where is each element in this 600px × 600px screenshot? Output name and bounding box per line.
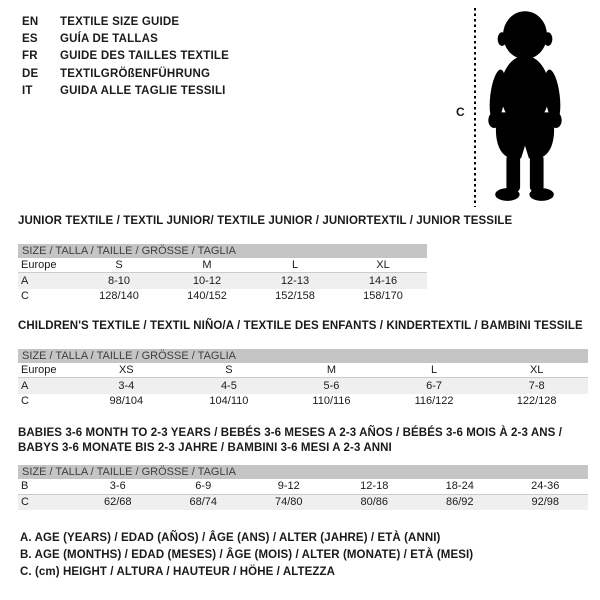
height-dashed-line xyxy=(474,8,476,207)
table-row xyxy=(18,273,427,289)
size-header-bar: SIZE / TALLA / TAILLE / GRÖSSE / TAGLIA xyxy=(18,244,427,258)
table-cell: 68/74 xyxy=(189,496,218,509)
language-title-list xyxy=(22,13,229,100)
language-row xyxy=(22,30,229,47)
table-cell: 7-8 xyxy=(528,379,545,392)
table-cell: XL xyxy=(376,258,390,271)
size-table xyxy=(18,319,588,409)
table-row xyxy=(18,378,588,394)
table-cell: L xyxy=(431,363,438,376)
table-cell: 74/80 xyxy=(274,496,303,509)
table-cell: XL xyxy=(529,363,544,376)
table-cell: 6-9 xyxy=(195,480,212,493)
table-title xyxy=(18,319,588,334)
row-label: B xyxy=(21,480,29,493)
table-cell: 158/170 xyxy=(363,290,403,303)
size-table xyxy=(18,214,513,304)
language-row xyxy=(22,83,229,100)
footnote-line: C. (cm) HEIGHT / ALTURA / HAUTEUR / HÖHE / ALTEZZA xyxy=(20,566,336,579)
language-row xyxy=(22,48,229,65)
size-header-bar: SIZE / TALLA / TAILLE / GRÖSSE / TAGLIA xyxy=(18,465,588,479)
table-row xyxy=(18,495,588,511)
row-label: Europe xyxy=(21,258,57,271)
table-cell: 8-10 xyxy=(107,274,131,287)
table-cell: 116/122 xyxy=(414,395,454,408)
table-cell: M xyxy=(202,258,212,271)
table-cell: 18-24 xyxy=(445,480,474,493)
table-title-line: BABIES 3-6 MONTH TO 2-3 YEARS / BEBÉS 3-6 MESES A 2-3 AÑOS / BÉBÉS 3-6 MOIS À 2-3 ANS / xyxy=(18,427,562,439)
table-cell: 24-36 xyxy=(531,480,560,493)
row-label: Europe xyxy=(21,363,57,376)
baby-silhouette-icon xyxy=(481,8,569,207)
language-guide-title: GUIDA ALLE TAGLIE TESSILI xyxy=(60,85,226,98)
height-measure-label: C xyxy=(456,105,465,119)
table-cell: 14-16 xyxy=(368,274,398,287)
table-cell: S xyxy=(225,363,233,376)
table-cell: 4-5 xyxy=(220,379,237,392)
table-cell: 140/152 xyxy=(187,290,227,303)
language-guide-title: GUIDE DES TAILLES TEXTILE xyxy=(60,50,229,63)
table-cell: 122/128 xyxy=(516,395,557,408)
table-cell: 3-6 xyxy=(109,480,126,493)
table-cell: 86/92 xyxy=(445,496,474,509)
table-cell: 110/116 xyxy=(312,395,351,408)
table-row xyxy=(18,258,427,274)
table-row xyxy=(18,394,588,410)
footnote-line: B. AGE (MONTHS) / EDAD (MESES) / ÂGE (MOIS) / ALTER (MONATE) / ETÀ (MESI) xyxy=(20,549,474,562)
table-cell: 5-6 xyxy=(323,379,340,392)
table-cell: 9-12 xyxy=(277,480,300,493)
size-table xyxy=(18,426,588,510)
table-title-line: JUNIOR TEXTILE / TEXTIL JUNIOR/ TEXTILE JUNIOR / JUNIORTEXTIL / JUNIOR TESSILE xyxy=(18,215,513,227)
table-cell: 104/110 xyxy=(209,395,249,408)
language-code: ES xyxy=(22,33,38,46)
footnotes xyxy=(20,530,473,582)
table-row xyxy=(18,479,588,495)
language-code: FR xyxy=(22,50,38,63)
table-cell: 80/86 xyxy=(360,496,389,509)
table-cell: 152/158 xyxy=(275,290,315,303)
table-title xyxy=(18,426,588,455)
table-cell: XS xyxy=(118,363,134,376)
table-cell: 10-12 xyxy=(192,274,222,287)
footnote-line: A. AGE (YEARS) / EDAD (AÑOS) / ÂGE (ANS) / ALTER (JAHRE) / ETÀ (ANNI) xyxy=(20,532,441,544)
table-title-line: BABYS 3-6 MONATE BIS 2-3 JAHRE / BAMBINI 3-6 MESI A 2-3 ANNI xyxy=(18,441,392,454)
language-code: DE xyxy=(22,67,39,80)
language-row xyxy=(22,65,229,82)
table-title xyxy=(18,214,513,229)
table-cell: 62/68 xyxy=(103,496,132,509)
table-cell: 12-13 xyxy=(280,274,310,287)
row-label: C xyxy=(21,290,29,303)
table-cell: 98/104 xyxy=(109,395,144,408)
row-label: A xyxy=(21,379,29,392)
table-row xyxy=(18,289,427,305)
row-label: C xyxy=(21,395,29,408)
table-cell: 92/98 xyxy=(531,496,560,509)
language-code: EN xyxy=(22,15,39,28)
table-cell: L xyxy=(291,258,299,271)
language-guide-title: TEXTILGRÖßENFÜHRUNG xyxy=(60,67,211,80)
table-title-line: CHILDREN'S TEXTILE / TEXTIL NIÑO/A / TEXTILE DES ENFANTS / KINDERTEXTIL / BAMBINI TESSILE xyxy=(18,320,583,332)
row-label: A xyxy=(21,274,29,287)
table-cell: 128/140 xyxy=(99,290,139,303)
table-cell: 3-4 xyxy=(118,379,135,392)
table-row xyxy=(18,363,588,379)
table-cell: 12-18 xyxy=(360,480,389,493)
language-row xyxy=(22,13,229,30)
table-cell: M xyxy=(326,363,337,376)
size-header-bar: SIZE / TALLA / TAILLE / GRÖSSE / TAGLIA xyxy=(18,349,588,363)
table-cell: 6-7 xyxy=(426,379,443,392)
language-guide-title: TEXTILE SIZE GUIDE xyxy=(60,15,180,28)
language-guide-title: GUÍA DE TALLAS xyxy=(60,33,158,46)
language-code: IT xyxy=(22,85,33,98)
table-cell: S xyxy=(115,258,123,271)
row-label: C xyxy=(21,496,29,509)
